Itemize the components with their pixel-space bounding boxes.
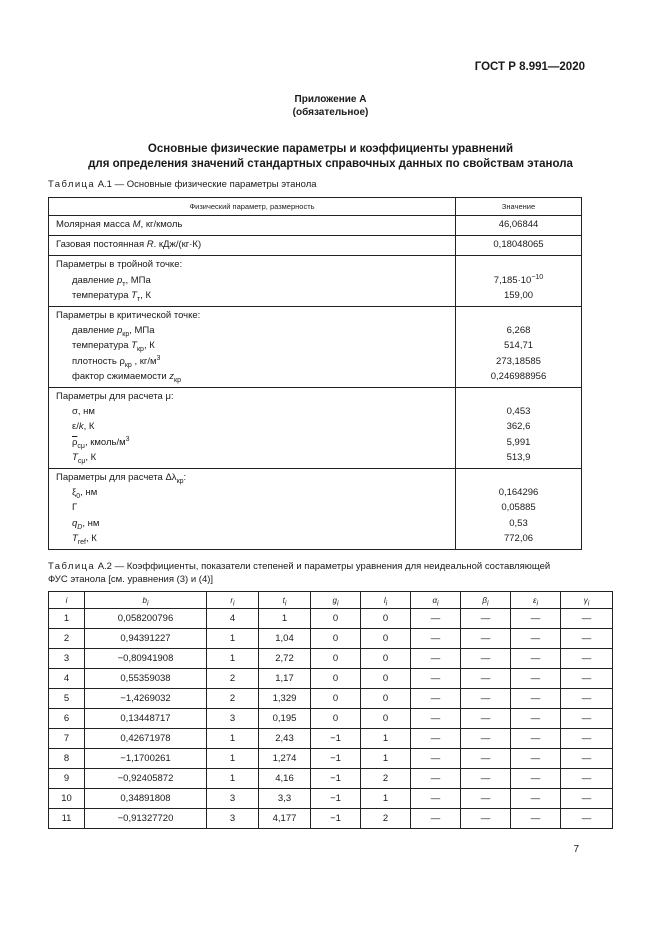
table-cell: 3,3 <box>259 789 311 809</box>
appendix-heading <box>0 93 661 119</box>
table2-header-row <box>49 592 613 609</box>
table-cell: 0 <box>311 649 361 669</box>
table-cell: — <box>411 749 461 769</box>
table2-label: Таблица <box>48 561 96 572</box>
table-cell: −1,1700261 <box>85 749 207 769</box>
standard-designation: ГОСТ Р 8.991—2020 <box>474 61 585 73</box>
table-row <box>49 629 613 649</box>
table-row <box>49 609 613 629</box>
table-cell: 0 <box>311 689 361 709</box>
table-cell: — <box>461 609 511 629</box>
table-cell: — <box>561 649 613 669</box>
header-cell: $\gamma_i$ <box>561 592 613 609</box>
table-cell: — <box>461 649 511 669</box>
param-cell: Молярная масса M, кг/кмоль <box>49 216 456 236</box>
table-cell: 2,43 <box>259 729 311 749</box>
table-cell: 1 <box>259 609 311 629</box>
table-cell: −1 <box>311 789 361 809</box>
table-cell: — <box>511 629 561 649</box>
table-cell: — <box>511 809 561 829</box>
table-cell: 1,17 <box>259 669 311 689</box>
table-cell: — <box>511 609 561 629</box>
param-cell: Газовая постоянная R. кДж/(кг·К) <box>49 236 456 256</box>
table-cell: — <box>511 669 561 689</box>
param-cell: Параметры в критической точке: давление $p_{кр}$, МПа температура $T_{кр}$, К плотность $\rho_{кр}$ , $кг/м^3$ фактор сжимаемости $z_{кр}$ <box>49 307 456 388</box>
param-cell: Параметры для расчета $\Delta\lambda_{кр}$: $\xi_0$, нм Г $q_D$, нм $T_{ref}$, К <box>49 469 456 550</box>
table-cell: 1 <box>207 769 259 789</box>
table1-header-param: Физический параметр, размерность <box>49 198 456 216</box>
document-title-line2: для определения значений стандартных справочных данных по свойствам этанола <box>88 158 573 170</box>
table-cell: 4,177 <box>259 809 311 829</box>
table-cell: 2 <box>361 769 411 789</box>
table-cell: 1 <box>361 789 411 809</box>
table-cell: 0 <box>311 709 361 729</box>
table-cell: — <box>411 809 461 829</box>
table-row <box>49 709 613 729</box>
table-cell: — <box>561 769 613 789</box>
table-cell: — <box>461 709 511 729</box>
table-cell: — <box>561 629 613 649</box>
table-cell: — <box>511 649 561 669</box>
table-row <box>49 809 613 829</box>
table-cell: — <box>511 789 561 809</box>
table1-caption <box>48 178 317 191</box>
table-cell: 1 <box>361 749 411 769</box>
table-cell: 1,274 <box>259 749 311 769</box>
coefficients-table <box>48 591 613 829</box>
table-cell: 9 <box>49 769 85 789</box>
header-cell: $b_i$ <box>85 592 207 609</box>
table-cell: — <box>411 709 461 729</box>
table-cell: 2 <box>361 809 411 829</box>
table-cell: 1 <box>207 729 259 749</box>
table1-header-value: Значение <box>456 198 582 216</box>
value-cell: 0,18048065 <box>456 236 582 256</box>
param-cell: Параметры для расчета μ: σ, нм ε/k, К $\overline{\rho}_{с\mu}$, кмоль/$м^3$ $T_{с\mu}$, К <box>49 388 456 469</box>
table-cell: 0 <box>311 609 361 629</box>
table-cell: — <box>461 729 511 749</box>
table-cell: 2 <box>207 689 259 709</box>
table-cell: — <box>511 729 561 749</box>
table-row <box>49 236 582 256</box>
table-cell: — <box>461 689 511 709</box>
table-cell: 0 <box>311 629 361 649</box>
table-cell: — <box>561 729 613 749</box>
table-cell: 4,16 <box>259 769 311 789</box>
page-number: 7 <box>573 844 579 855</box>
table-cell: 0 <box>361 689 411 709</box>
table-cell: — <box>411 609 461 629</box>
physical-parameters-table <box>48 197 582 550</box>
table-cell: — <box>561 689 613 709</box>
table-cell: — <box>461 749 511 769</box>
header-cell: i <box>49 592 85 609</box>
table-cell: 6 <box>49 709 85 729</box>
value-cell: $7,185\cdot 10^{-10}$ 159,00 <box>456 256 582 307</box>
header-cell: $\beta_i$ <box>461 592 511 609</box>
value-cell: 6,268 514,71 273,18585 0,246988956 <box>456 307 582 388</box>
table-row <box>49 749 613 769</box>
table-cell: 1,329 <box>259 689 311 709</box>
table-row <box>49 256 582 307</box>
table-cell: 0,55359038 <box>85 669 207 689</box>
table-cell: 3 <box>49 649 85 669</box>
table-cell: 0,195 <box>259 709 311 729</box>
table-cell: −0,80941908 <box>85 649 207 669</box>
table-row <box>49 649 613 669</box>
table-cell: 1 <box>207 649 259 669</box>
table-row <box>49 729 613 749</box>
table-cell: 4 <box>207 609 259 629</box>
table-cell: — <box>561 709 613 729</box>
table-cell: 0 <box>361 629 411 649</box>
table-row <box>49 789 613 809</box>
table2-caption <box>48 560 588 586</box>
table-cell: −1,4269032 <box>85 689 207 709</box>
appendix-title: Приложение А <box>294 94 367 105</box>
table-cell: — <box>511 749 561 769</box>
table-cell: 1 <box>207 749 259 769</box>
table-cell: 2 <box>49 629 85 649</box>
table-cell: — <box>461 789 511 809</box>
table-row <box>49 307 582 388</box>
table-cell: — <box>411 689 461 709</box>
table-cell: — <box>411 769 461 789</box>
value-cell: 0,164296 0,05885 0,53 772,06 <box>456 469 582 550</box>
table-cell: 1 <box>361 729 411 749</box>
table-cell: 0,058200796 <box>85 609 207 629</box>
table-cell: — <box>511 689 561 709</box>
header-cell: $\alpha_i$ <box>411 592 461 609</box>
table-cell: 1 <box>49 609 85 629</box>
document-title <box>0 142 661 172</box>
value-cell: 0,453 362,6 5,991 513,9 <box>456 388 582 469</box>
table-cell: 10 <box>49 789 85 809</box>
header-cell: $t_i$ <box>259 592 311 609</box>
table-row <box>49 669 613 689</box>
table-cell: — <box>561 789 613 809</box>
table-cell: — <box>411 629 461 649</box>
table-row <box>49 216 582 236</box>
table-cell: 5 <box>49 689 85 709</box>
header-cell: $l_i$ <box>361 592 411 609</box>
table-cell: — <box>461 669 511 689</box>
table-row <box>49 469 582 550</box>
table-cell: — <box>411 669 461 689</box>
table-cell: 0,34891808 <box>85 789 207 809</box>
table-cell: — <box>561 609 613 629</box>
table-cell: −0,92405872 <box>85 769 207 789</box>
table1-caption-text: А.1 — Основные физические параметры этанола <box>95 179 317 190</box>
table-cell: 8 <box>49 749 85 769</box>
table-cell: — <box>461 629 511 649</box>
table-cell: — <box>561 749 613 769</box>
table-cell: 0 <box>361 609 411 629</box>
table-cell: 3 <box>207 789 259 809</box>
table-cell: — <box>461 809 511 829</box>
table-row <box>49 689 613 709</box>
table-cell: 0 <box>361 709 411 729</box>
table-cell: 2,72 <box>259 649 311 669</box>
table-cell: −1 <box>311 809 361 829</box>
table-cell: 0 <box>361 669 411 689</box>
table-cell: −1 <box>311 769 361 789</box>
table-cell: 4 <box>49 669 85 689</box>
table-cell: −1 <box>311 729 361 749</box>
table-cell: — <box>511 769 561 789</box>
table-cell: 2 <box>207 669 259 689</box>
table1-header-row <box>49 198 582 216</box>
table-cell: 0,42671978 <box>85 729 207 749</box>
table-cell: 0,13448717 <box>85 709 207 729</box>
table-cell: — <box>561 669 613 689</box>
table-cell: 1 <box>207 629 259 649</box>
table-row <box>49 769 613 789</box>
table-cell: 3 <box>207 809 259 829</box>
table2-caption-line1: А.2 — Коэффициенты, показатели степеней и параметры уравнения для неидеальной составляющей <box>95 561 551 572</box>
header-cell: $r_i$ <box>207 592 259 609</box>
header-cell: $g_i$ <box>311 592 361 609</box>
table-cell: — <box>461 769 511 789</box>
table-cell: 3 <box>207 709 259 729</box>
appendix-status: (обязательное) <box>292 107 369 118</box>
header-cell: $\varepsilon_i$ <box>511 592 561 609</box>
table-cell: — <box>411 729 461 749</box>
table-cell: 11 <box>49 809 85 829</box>
param-cell: Параметры в тройной точке: давление $p_т$, МПа температура $T_т$, К <box>49 256 456 307</box>
document-title-line1: Основные физические параметры и коэффициенты уравнений <box>147 143 514 155</box>
table-cell: −0,91327720 <box>85 809 207 829</box>
table-cell: 0,94391227 <box>85 629 207 649</box>
table-cell: 7 <box>49 729 85 749</box>
table-cell: — <box>561 809 613 829</box>
table-row <box>49 388 582 469</box>
table-cell: 0 <box>361 649 411 669</box>
table2-caption-line2: ФУС этанола [см. уравнения (3) и (4)] <box>48 574 214 585</box>
table1-label: Таблица <box>48 179 96 190</box>
table-cell: 1,04 <box>259 629 311 649</box>
value-cell: 46,06844 <box>456 216 582 236</box>
table-cell: 0 <box>311 669 361 689</box>
table-cell: — <box>411 649 461 669</box>
table-cell: — <box>511 709 561 729</box>
table-cell: — <box>411 789 461 809</box>
table-cell: −1 <box>311 749 361 769</box>
